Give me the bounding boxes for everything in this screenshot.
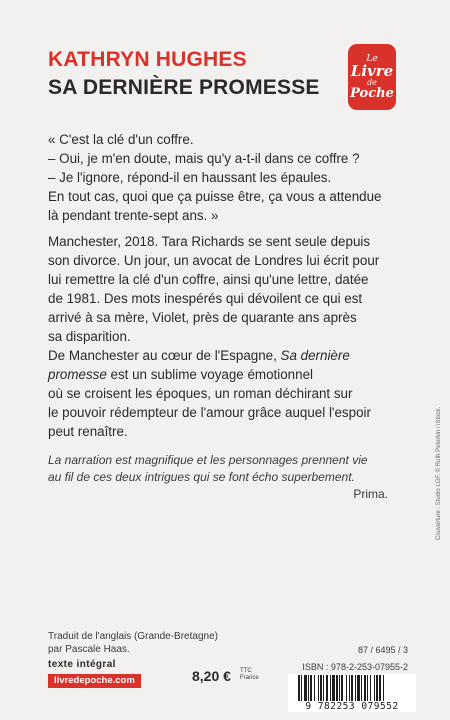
barcode-bar xyxy=(355,675,356,701)
summary-line: son divorce. Un jour, un avocat de Londres lui écrit pour xyxy=(48,253,380,268)
author-name: KATHRYN HUGHES xyxy=(48,48,247,71)
price-note-line: France xyxy=(240,675,259,681)
price: 8,20 € xyxy=(192,668,231,684)
summary-line: sa disparition. xyxy=(48,329,131,344)
summary-title-italic: promesse xyxy=(48,367,107,382)
summary-text: est un sublime voyage émotionnel xyxy=(106,367,313,382)
barcode-bar xyxy=(346,675,347,701)
barcode-bar xyxy=(351,675,353,701)
barcode-bar xyxy=(301,675,302,701)
barcode-bar xyxy=(332,675,335,701)
cover-credit: Couverture : Studio LGF. © Ruth Peterkin / iStock. xyxy=(436,406,442,540)
review-line: au fil de ces deux intrigues qui se font écho superbement. xyxy=(48,470,355,484)
quote-line: là pendant trente-sept ans. » xyxy=(48,208,219,223)
quote-line: « C'est la clé d'un coffre. xyxy=(48,132,194,147)
summary-line: le pouvoir rédempteur de l'amour grâce auquel l'espoir xyxy=(48,405,371,420)
logo-text: Poche xyxy=(350,85,394,101)
barcode-bar xyxy=(367,675,368,701)
credit-line: par Pascale Haas. xyxy=(48,644,130,655)
book-summary xyxy=(48,232,428,441)
barcode-bar xyxy=(330,675,331,701)
summary-line: peut renaître. xyxy=(48,424,128,439)
barcode-bar xyxy=(326,675,328,701)
barcode-bar xyxy=(310,675,312,701)
summary-line: lui remettre la clé d'un coffre, ainsi qu'une lettre, datée xyxy=(48,272,369,287)
quote-line: En tout cas, quoi que ça puisse être, ça vous a attendue xyxy=(48,189,382,204)
barcode-bar xyxy=(336,675,338,701)
price-note-line: TTC xyxy=(240,668,252,674)
summary-line: Manchester, 2018. Tara Richards se sent seule depuis xyxy=(48,234,371,249)
barcode-bar xyxy=(376,675,378,701)
publisher-logo xyxy=(348,44,396,110)
excerpt-quote xyxy=(48,130,428,225)
logo-text: Livre xyxy=(350,61,394,80)
barcode-bar xyxy=(308,675,309,701)
summary-line xyxy=(48,365,428,384)
review-source: Prima. xyxy=(353,487,388,501)
website-link[interactable]: livredepoche.com xyxy=(48,674,141,688)
barcode-bars-icon xyxy=(298,675,406,701)
isbn: ISBN : 978-2-253-07955-2 xyxy=(302,662,408,672)
barcode-bar xyxy=(379,675,381,701)
price-note xyxy=(240,668,259,682)
barcode-number: 9 782253 079552 xyxy=(305,701,399,712)
book-title: SA DERNIÈRE PROMESSE xyxy=(48,76,320,99)
barcode-bar xyxy=(339,675,340,701)
barcode-bar xyxy=(374,675,375,701)
credit-line: Traduit de l'anglais (Grande-Bretagne) xyxy=(48,631,218,642)
press-review xyxy=(48,452,428,503)
summary-text: De Manchester au cœur de l'Espagne, xyxy=(48,348,281,363)
barcode-bar xyxy=(318,675,319,701)
summary-line: où se croisent les époques, un roman déchirant sur xyxy=(48,386,353,401)
catalog-reference: 87 / 6495 / 3 xyxy=(357,645,408,655)
barcode-bar xyxy=(370,675,371,701)
summary-title-italic: Sa dernière xyxy=(280,348,350,363)
barcode-bar xyxy=(361,675,362,701)
translation-credits xyxy=(48,630,218,656)
summary-line: arrivé à sa mère, Violet, près de quarante ans après xyxy=(48,310,357,325)
summary-line xyxy=(48,346,428,365)
barcode-bar xyxy=(349,675,350,701)
quote-line: – Je l'ignore, répond-il en haussant les épaules. xyxy=(48,170,332,185)
texte-integral-label: texte intégral xyxy=(48,659,116,670)
logo-text: Le xyxy=(366,53,378,64)
barcode-bar xyxy=(320,675,322,701)
review-line: La narration est magnifique et les personnages prennent vie xyxy=(48,453,368,467)
barcode-bar xyxy=(357,675,360,701)
barcode-bar xyxy=(304,675,307,701)
barcode-bar xyxy=(341,675,343,701)
barcode-bar xyxy=(364,675,366,701)
summary-line: de 1981. Des mots inespérés qui dévoilent ce qui est xyxy=(48,291,363,306)
quote-line: – Oui, je m'en doute, mais qu'y a-t-il dans ce coffre ? xyxy=(48,151,360,166)
barcode-bar xyxy=(323,675,324,701)
barcode xyxy=(288,674,416,712)
barcode-bar xyxy=(383,675,384,701)
barcode-bar xyxy=(298,675,300,701)
logo-text: de xyxy=(367,77,377,87)
barcode-bar xyxy=(314,675,315,701)
